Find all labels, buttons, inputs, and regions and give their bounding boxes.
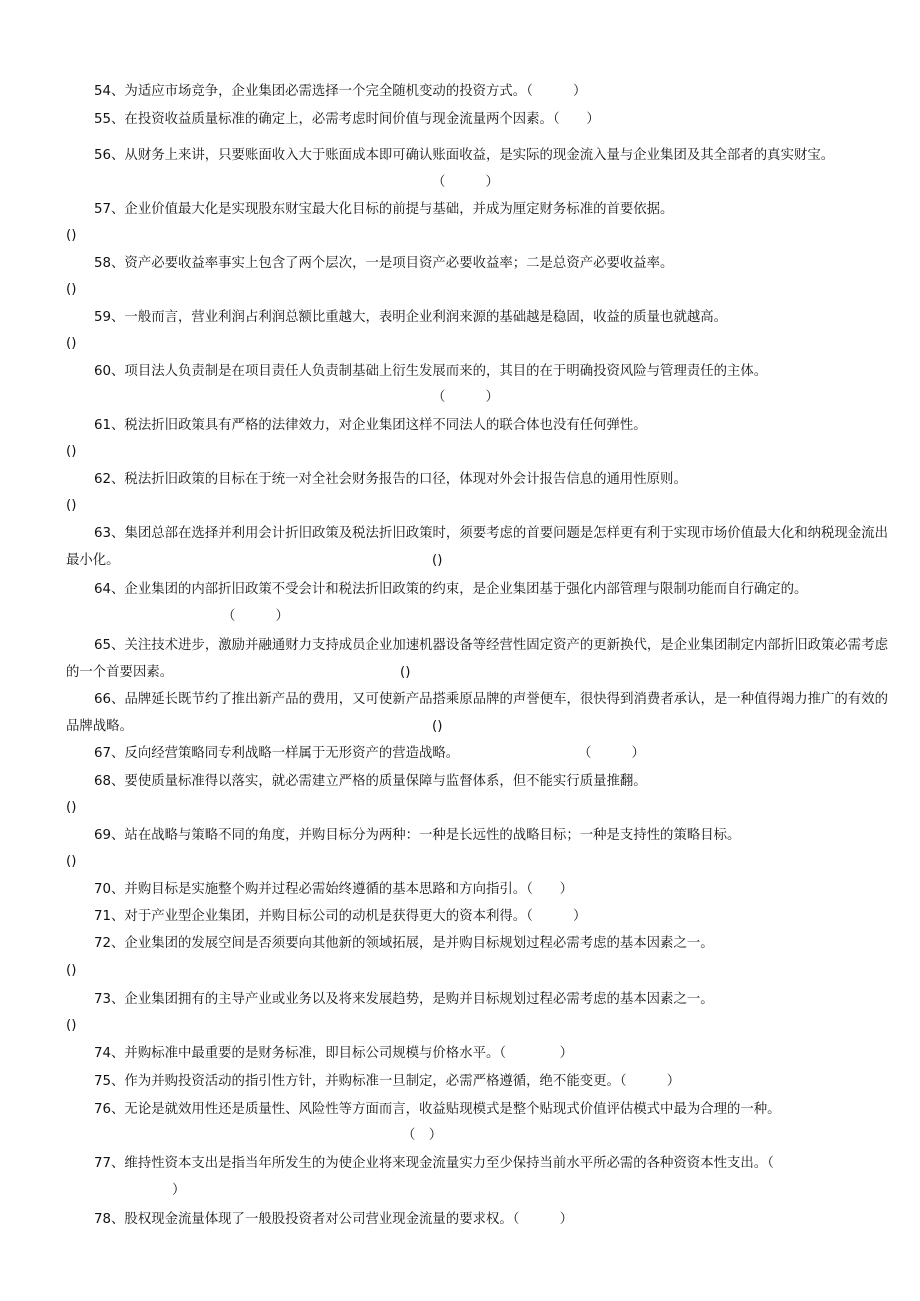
answer-blank-56: （ ） [432,175,499,190]
question-54: 54、为适应市场竞争，企业集团必需选择一个完全随机变动的投资方式。（ ） [94,84,587,99]
answer-blank-69: () [66,854,77,869]
answer-blank-62: () [66,498,77,513]
answer-blank-57: () [66,228,77,243]
answer-blank-67: （ ） [578,746,645,761]
answer-blank-76: （ ） [402,1128,443,1143]
question-55: 55、在投资收益质量标准的确定上，必需考虑时间价值与现金流量两个因素。（ ） [94,112,600,127]
answer-blank-66: () [432,719,443,734]
question-78: 78、股权现金流量体现了一般股投资者对公司营业现金流量的要求权。（ ） [94,1212,574,1227]
question-74: 74、并购标准中最重要的是财务标准，即目标公司规模与价格水平。（ ） [94,1046,574,1061]
answer-blank-72: () [66,963,77,978]
answer-blank-68: () [66,800,77,815]
answer-blank-73: () [66,1018,77,1033]
question-58: 58、资产必要收益率事实上包含了两个层次，一是项目资产必要收益率；二是总资产必要收益率。 [94,256,674,271]
answer-blank-61: () [66,444,77,459]
answer-blank-60: （ ） [432,390,499,405]
question-57: 57、企业价值最大化是实现股东财宝最大化目标的前提与基础，并成为厘定财务标准的首要依据。 [94,202,674,217]
question-56: 56、从财务上来讲，只要账面收入大于账面成本即可确认账面收益，是实际的现金流入量与企业集团及其全部者的真实财宝。 [94,148,835,163]
question-65: 65、关注技术进步，激励并融通财力支持成员企业加速机器设备等经营性固定资产的更新换代，是企业集团制定内部折旧政策必需考虑的一个首要因素。 [66,638,888,680]
question-72: 72、企业集团的发展空间是否须要向其他新的领域拓展，是并购目标规划过程必需考虑的基本因素之一。 [94,936,714,951]
answer-blank-77: ） [172,1183,186,1198]
question-59: 59、一般而言，营业利润占利润总额比重越大，表明企业利润来源的基础越是稳固，收益的质量也就越高。 [94,310,728,325]
answer-blank-64: （ ） [222,609,289,624]
answer-blank-58: () [66,282,77,297]
question-64: 64、企业集团的内部折旧政策不受会计和税法折旧政策的约束，是企业集团基于强化内部管理与限制功能而自行确定的。 [94,582,808,597]
answer-blank-59: () [66,336,77,351]
question-76: 76、无论是就效用性还是质量性、风险性等方面而言，收益贴现模式是整个贴现式价值评估模式中最为合理的一种。 [94,1102,781,1117]
question-60: 60、项目法人负责制是在项目责任人负责制基础上衍生发展而来的，其目的在于明确投资风险与管理责任的主体。 [94,364,768,379]
question-62: 62、税法折旧政策的目标在于统一对全社会财务报告的口径，体现对外会计报告信息的通用性原则。 [94,472,687,487]
question-66: 66、品牌延长既节约了推出新产品的费用，又可使新产品搭乘原品牌的声誉便车，很快得到消费者承认，是一种值得竭力推广的有效的品牌战略。 [66,692,888,734]
question-61: 61、税法折旧政策具有严格的法律效力，对企业集团这样不同法人的联合体也没有任何弹性。 [94,418,647,433]
question-69: 69、站在战略与策略不同的角度，并购目标分为两种：一种是长远性的战略目标；一种是支持性的策略目标。 [94,828,741,843]
question-71: 71、对于产业型企业集团，并购目标公司的动机是获得更大的资本利得。（ ） [94,909,587,924]
question-68: 68、要使质量标准得以落实，就必需建立严格的质量保障与监督体系，但不能实行质量推翻。 [94,774,647,789]
question-67: 67、反向经营策略同专利战略一样属于无形资产的营造战略。 [94,746,460,761]
question-70: 70、并购目标是实施整个购并过程必需始终遵循的基本思路和方向指引。（ ） [94,882,574,897]
answer-blank-65: () [400,665,411,680]
answer-blank-63: () [432,553,443,568]
question-63: 63、集团总部在选择并利用会计折旧政策及税法折旧政策时，须要考虑的首要问题是怎样更有利于实现市场价值最大化和纳税现金流出最小化。 [66,526,888,568]
question-77: 77、维持性资本支出是指当年所发生的为使企业将来现金流量实力至少保持当前水平所必需的各种资资本性支出。（ [94,1156,774,1171]
question-75: 75、作为并购投资活动的指引性方针，并购标准一旦制定，必需严格遵循，绝不能变更。（ ） [94,1074,681,1089]
question-73: 73、企业集团拥有的主导产业或业务以及将来发展趋势，是购并目标规划过程必需考虑的基本因素之一。 [94,992,714,1007]
